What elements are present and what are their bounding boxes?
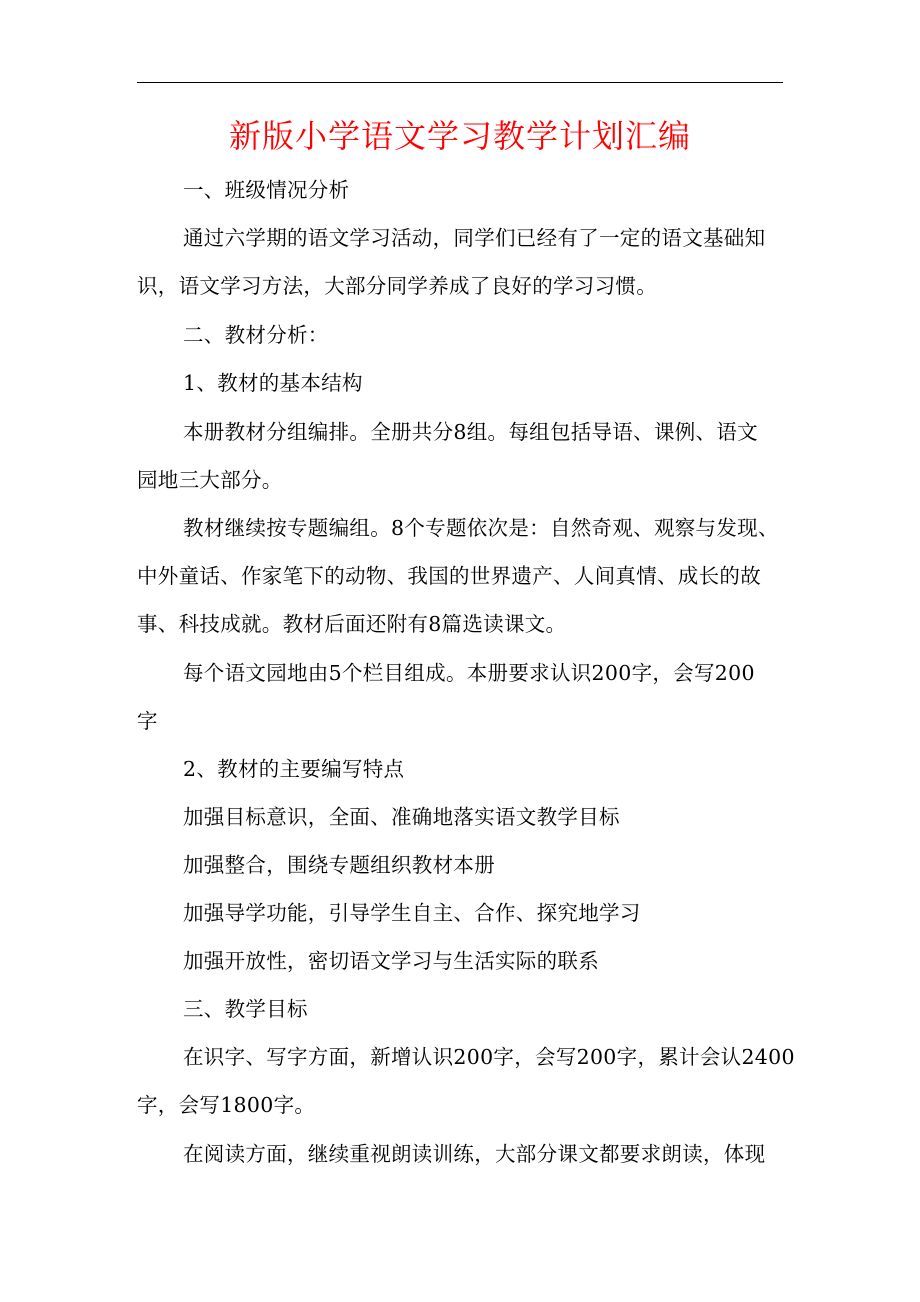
text-line: 在识字、写字方面，新增认识200字，会写200字，累计会认2400 xyxy=(183,1045,795,1069)
paragraph-arrangement xyxy=(137,408,797,504)
text-line: 三、教学目标 xyxy=(183,997,308,1021)
section-heading-3 xyxy=(137,985,797,1033)
text-line: 识，语文学习方法，大部分同学养成了良好的学习习惯。 xyxy=(137,274,657,298)
feature-item-1 xyxy=(137,793,797,841)
text-line: 在阅读方面，继续重视朗读训练，大部分课文都要求朗读，体现 xyxy=(183,1142,766,1166)
paragraph-reading xyxy=(137,1130,797,1178)
text-line: 二、教材分析： xyxy=(183,323,329,347)
text-line: 1、教材的基本结构 xyxy=(183,371,363,395)
text-line: 本册教材分组编排。全册共分8组。每组包括导语、课例、语文 xyxy=(183,420,758,444)
text-line: 一、班级情况分析 xyxy=(183,178,350,202)
feature-item-3 xyxy=(137,889,797,937)
subheading-structure xyxy=(137,359,797,407)
feature-item-2 xyxy=(137,841,797,889)
paragraph-class-situation xyxy=(137,214,797,310)
section-heading-2 xyxy=(137,311,797,359)
subheading-features xyxy=(137,745,797,793)
text-line: 中外童话、作家笔下的动物、我国的世界遗产、人间真情、成长的故 xyxy=(137,564,761,588)
text-line: 加强整合，围绕专题组织教材本册 xyxy=(183,853,495,877)
text-line: 教材继续按专题编组。8个专题依次是：自然奇观、观察与发现、 xyxy=(183,516,779,540)
paragraph-literacy xyxy=(137,1033,797,1129)
text-line: 通过六学期的语文学习活动，同学们已经有了一定的语文基础知 xyxy=(183,226,766,250)
header-rule xyxy=(137,82,783,83)
text-line: 加强目标意识，全面、准确地落实语文教学目标 xyxy=(183,805,620,829)
text-line: 事、科技成就。教材后面还附有8篇选读课文。 xyxy=(137,612,567,636)
text-line: 字，会写1800字。 xyxy=(137,1093,316,1117)
text-line: 字 xyxy=(137,709,158,733)
paragraph-chinese-garden xyxy=(137,649,797,745)
document-title: 新版小学语文学习教学计划汇编 xyxy=(228,117,691,155)
text-line: 加强开放性，密切语文学习与生活实际的联系 xyxy=(183,949,599,973)
text-line: 每个语文园地由5个栏目组成。本册要求认识200字，会写200 xyxy=(183,661,755,685)
section-heading-1 xyxy=(137,166,797,214)
text-line: 园地三大部分。 xyxy=(137,468,283,492)
feature-item-4 xyxy=(137,937,797,985)
text-line: 加强导学功能，引导学生自主、合作、探究地学习 xyxy=(183,901,641,925)
text-line: 2、教材的主要编写特点 xyxy=(183,757,405,781)
paragraph-topics xyxy=(137,504,797,648)
